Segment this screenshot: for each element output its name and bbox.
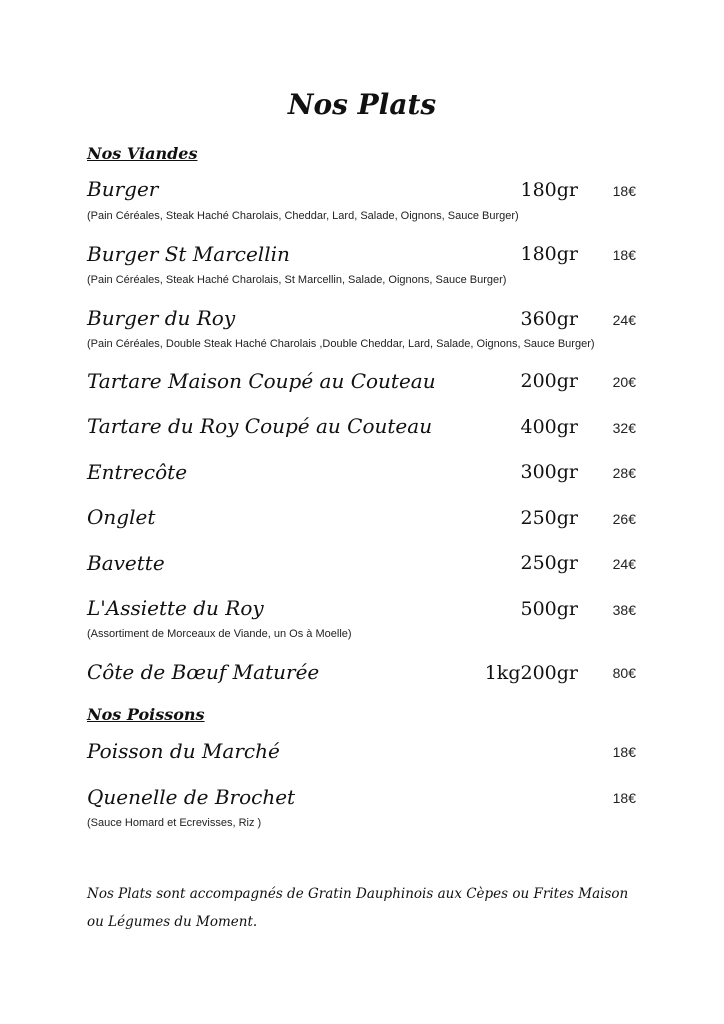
dish-weight: 180gr <box>520 179 578 201</box>
dish-price: 26€ <box>612 511 636 527</box>
section-heading-viandes: Nos Viandes <box>87 144 198 163</box>
dish-description: (Pain Céréales, Double Steak Haché Charolais ,Double Cheddar, Lard, Salade, Oignons, Sauce Burger) <box>87 338 595 350</box>
dish-price: 20€ <box>612 374 636 390</box>
dish-price: 24€ <box>612 312 636 328</box>
dish-name: Burger <box>87 177 159 201</box>
dish-name: Tartare du Roy Coupé au Couteau <box>87 414 433 438</box>
dish-name: Poisson du Marché <box>87 739 280 763</box>
dish-price: 18€ <box>612 183 636 199</box>
dish-price: 38€ <box>612 602 636 618</box>
dish-description: (Pain Céréales, Steak Haché Charolais, St Marcellin, Salade, Oignons, Sauce Burger) <box>87 274 507 286</box>
dish-name: Quenelle de Brochet <box>87 785 296 809</box>
dish-price: 24€ <box>612 556 636 572</box>
dish-price: 28€ <box>612 465 636 481</box>
dish-name: L'Assiette du Roy <box>87 596 264 620</box>
footer-note: Nos Plats sont accompagnés de Gratin Dauphinois aux Cèpes ou Frites Maison ou Légumes du Moment. <box>87 886 629 930</box>
dish-weight: 180gr <box>520 243 578 265</box>
dish-name: Burger St Marcellin <box>87 242 290 266</box>
dish-weight: 360gr <box>520 308 578 330</box>
dish-weight: 500gr <box>520 598 578 620</box>
page-title: Nos Plats <box>287 88 437 121</box>
dish-price: 80€ <box>612 665 636 681</box>
dish-description: (Pain Céréales, Steak Haché Charolais, Cheddar, Lard, Salade, Oignons, Sauce Burger) <box>87 210 519 222</box>
dish-weight: 250gr <box>520 507 578 529</box>
dish-weight: 1kg200gr <box>484 662 578 684</box>
section-heading-poissons: Nos Poissons <box>87 705 205 724</box>
dish-name: Entrecôte <box>87 460 188 484</box>
dish-weight: 200gr <box>520 370 578 392</box>
dish-name: Côte de Bœuf Maturée <box>87 660 320 684</box>
dish-weight: 300gr <box>520 461 578 483</box>
dish-description: (Assortiment de Morceaux de Viande, un Os à Moelle) <box>87 628 352 640</box>
dish-description: (Sauce Homard et Ecrevisses, Riz ) <box>87 817 262 829</box>
dish-name: Burger du Roy <box>87 306 236 330</box>
dish-weight: 400gr <box>520 416 578 438</box>
dish-name: Bavette <box>87 551 165 575</box>
dish-name: Tartare Maison Coupé au Couteau <box>87 369 436 393</box>
dish-price: 18€ <box>612 247 636 263</box>
dish-name: Onglet <box>87 505 156 529</box>
dish-weight: 250gr <box>520 552 578 574</box>
dish-price: 18€ <box>612 790 636 806</box>
dish-price: 18€ <box>612 744 636 760</box>
dish-price: 32€ <box>612 420 636 436</box>
